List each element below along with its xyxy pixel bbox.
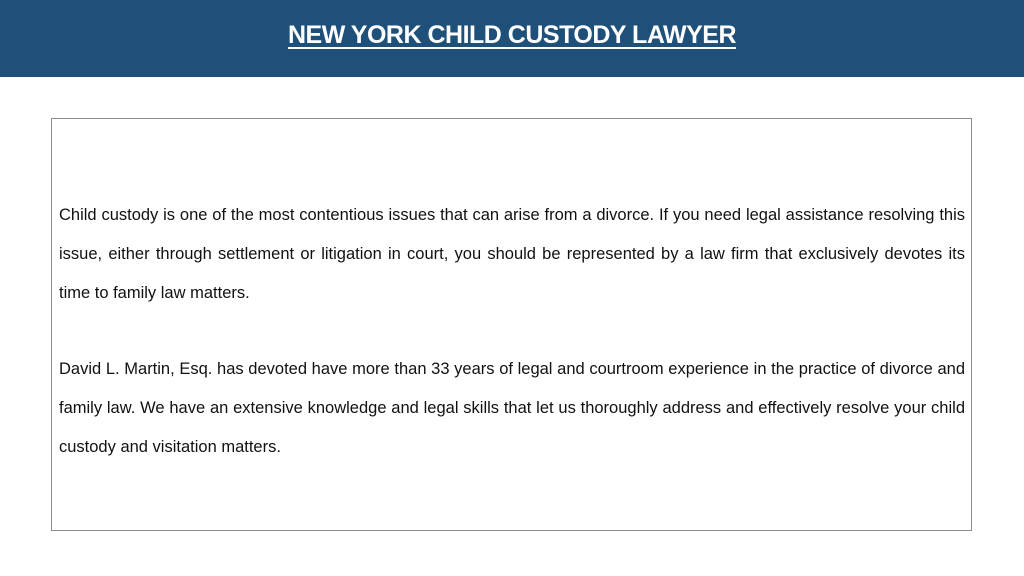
body-paragraph-experience: David L. Martin, Esq. has devoted have more than 33 years of legal and courtroom experience in the practice of divorce and family law. We have an extensive knowledge and legal skills that let us thoroughly address and effectively resolve your child custody and visitation matters. <box>59 360 965 456</box>
content-box <box>51 118 972 531</box>
page-title: NEW YORK CHILD CUSTODY LAWYER <box>287 21 737 49</box>
header-bar <box>0 0 1024 77</box>
body-paragraph-custody: Child custody is one of the most contentious issues that can arise from a divorce. If you need legal assistance resolving this issue, either through settlement or litigation in court, you should be represented by a law firm that exclusively devotes its time to family law matters. <box>59 206 965 302</box>
